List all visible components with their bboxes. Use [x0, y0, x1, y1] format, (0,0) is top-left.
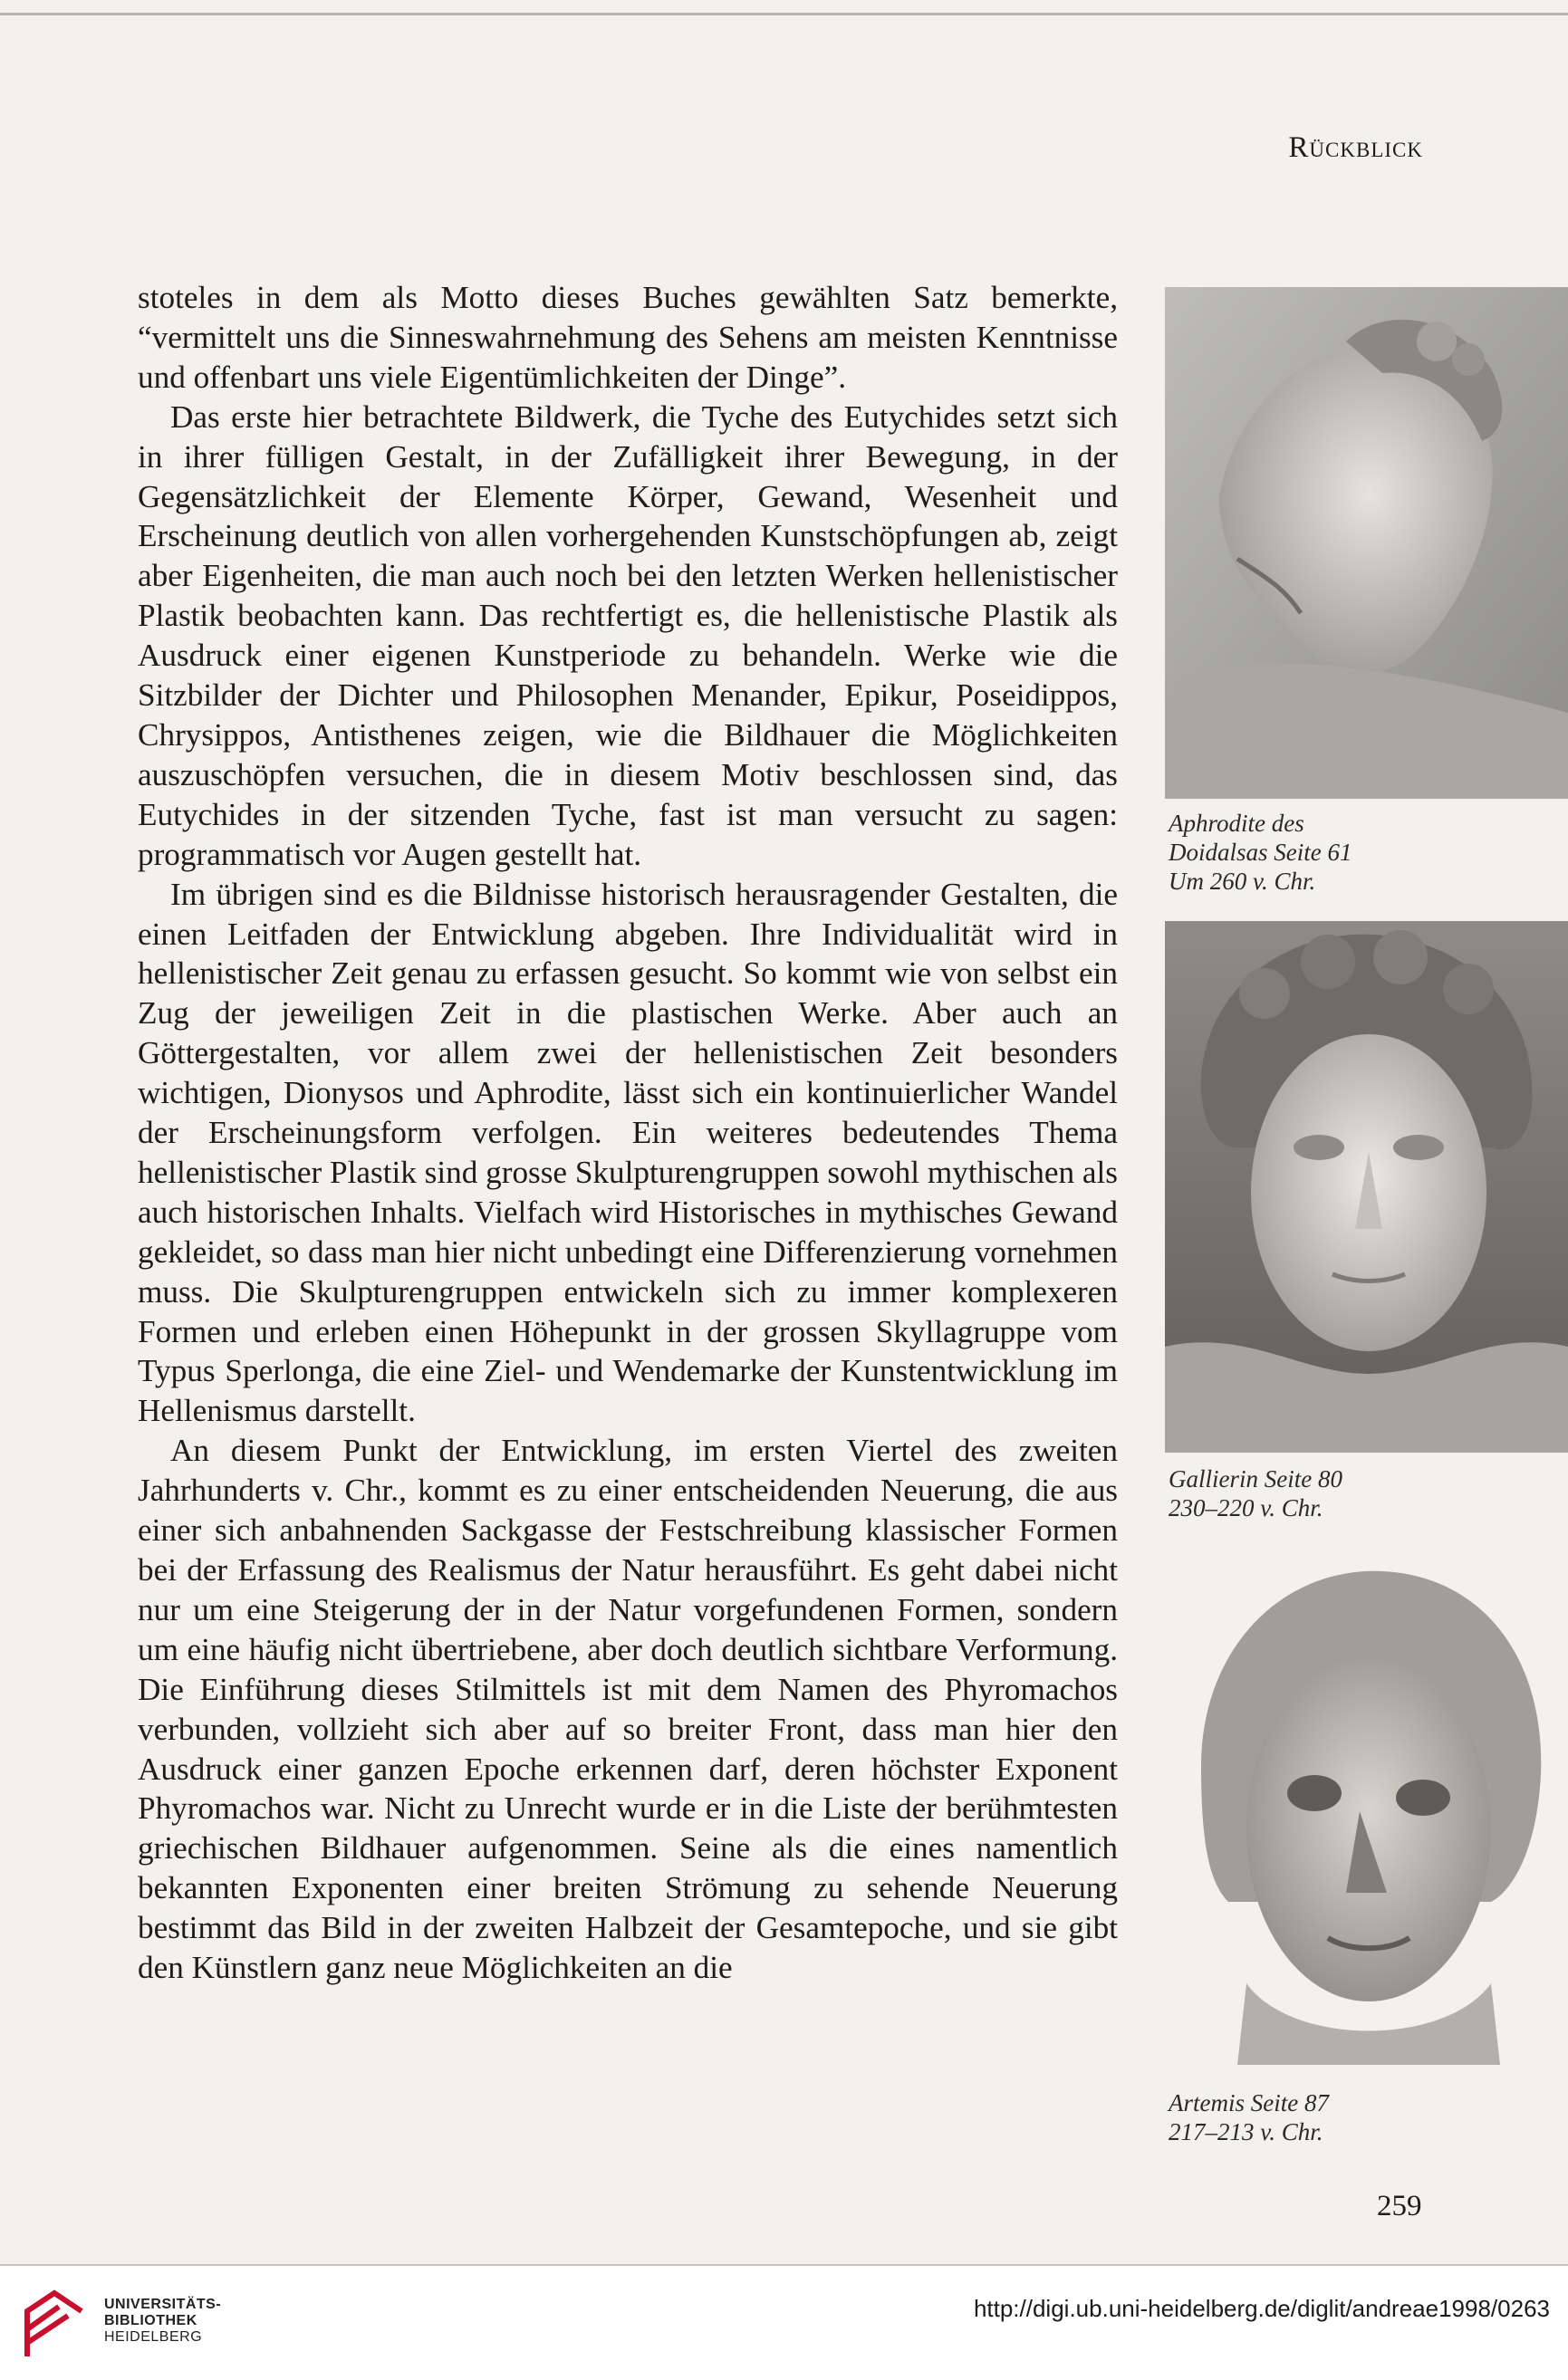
figure-artemis-photo	[1165, 1558, 1568, 2083]
caption-aphrodite	[1169, 809, 1440, 896]
paragraph-3: Im übrigen sind es die Bildnisse historisch herausragender Gestalten, die einen Leitfaden der Entwicklung abgeben. Ihre Individualität wird in hellenistischer Zeit genau zu erfassen gesucht. So kommt wie von selbst ein Zug der jeweiligen Zeit in die plastischen Werke. Aber auch an Göttergestalten, vor allem zwei der hellenistischen Zeit besonders wichtigen, Dionysos und Aphrodite, lässt sich ein kontinuierlicher Wandel der Erscheinungsform verfolgen. Ein weiteres bedeutendes Thema hellenistischer Plastik sind grosse Skulpturengruppen sowohl mythischen als auch historischen Inhalts. Vielfach wird Historisches in mythisches Gewand gekleidet, so dass man hier nicht unbedingt eine Differenzierung vornehmen muss. Die Skulpturengruppen entwickeln sich zu immer komplexeren Formen und erleben einen Höhepunkt in der grossen Skyllagruppe vom Typus Sperlonga, die eine Ziel- und Wendemarke der Kunstentwicklung im Hellenismus darstellt.	[138, 876, 1118, 1429]
library-line: HEIDELBERG	[104, 2329, 203, 2345]
scan-edge-line	[0, 13, 1568, 15]
caption-line: Gallierin Seite 80	[1169, 1465, 1342, 1492]
caption-line: Aphrodite des	[1169, 810, 1304, 837]
paragraph-2: Das erste hier betrachtete Bildwerk, die Tyche des Eutychides setzt sich in ihrer fülligen Gestalt, in der Zufälligkeit ihrer Bewegung, in der Gegensätzlichkeit der Elemente Körper, Gewand, Wesenheit und Erscheinung deutlich von allen vorhergehenden Kunstschöpfungen ab, zeigt aber Eigenheiten, die man auch noch bei den letzten Werken hellenistischer Plastik beobachten kann. Das rechtfertigt es, die hellenistische Plastik als Ausdruck einer eigenen Kunstperiode zu behandeln. Werke wie die Sitzbilder der Dichter und Philosophen Menander, Epikur, Poseidippos, Chrysippos, Antisthenes zeigen, wie die Bildhauer die Möglichkeiten auszuschöpfen versuchen, die in diesem Motiv beschlossen sind, das Eutychides in der sitzenden Tyche, fast ist man versucht zu sagen: programmatisch vor Augen gestellt hat.	[138, 398, 1118, 872]
caption-line: Doidalsas Seite 61	[1169, 839, 1352, 866]
caption-line: 230–220 v. Chr.	[1169, 1494, 1323, 1521]
body-text	[138, 278, 1118, 1988]
page-number: 259	[1377, 2190, 1422, 2222]
library-line: UNIVERSITÄTS-	[104, 2297, 222, 2312]
caption-line: Artemis Seite 87	[1169, 2089, 1329, 2116]
figure-gallierin-photo	[1165, 921, 1568, 1453]
figure-aphrodite-photo	[1165, 287, 1568, 799]
digitization-footer	[0, 2264, 1568, 2380]
paragraph-1: stoteles in dem als Motto dieses Buches gewählten Satz bemerkte, “vermittelt uns die Sinneswahrnehmung des Sehens am meisten Kenntnisse und offenbart uns viele Eigentümlichkeiten der Dinge”.	[138, 280, 1118, 395]
caption-gallierin	[1169, 1464, 1440, 1522]
running-head: Rückblick	[1288, 131, 1423, 164]
caption-line: Um 260 v. Chr.	[1169, 868, 1316, 895]
source-url[interactable]: http://digi.ub.uni-heidelberg.de/diglit/andreae1998/0263	[973, 2295, 1550, 2322]
library-emblem-icon	[18, 2284, 91, 2366]
library-line: BIBLIOTHEK	[104, 2313, 197, 2328]
library-name	[104, 2297, 221, 2346]
caption-line: 217–213 v. Chr.	[1169, 2118, 1323, 2145]
university-library-logo	[18, 2284, 417, 2366]
caption-artemis	[1169, 2088, 1440, 2146]
paragraph-4: An diesem Punkt der Entwicklung, im ersten Viertel des zweiten Jahrhunderts v. Chr., kommt es zu einer entscheidenden Neuerung, die aus einer sich anbahnenden Sackgasse der Festschreibung klassischer Formen bei der Erfassung des Realismus der Natur herausführt. Es geht dabei nicht nur um eine Steigerung der in der Natur vorgefundenen Formen, sondern um eine häufig nicht übertriebene, aber doch deutlich sichtbare Verformung. Die Einführung dieses Stilmittels ist mit dem Namen des Phyromachos verbunden, vollzieht sich aber auf so breiter Front, dass man hier den Ausdruck einer ganzen Epoche erkennen darf, deren höchster Exponent Phyromachos war. Nicht zu Unrecht wurde er in die Liste der berühmtesten griechischen Bildhauer aufgenommen. Seine als die eines namentlich bekannten Exponenten einer breiten Strömung zu sehende Neuerung bestimmt das Bild in der zweiten Halbzeit der Gesamtepoche, und sie gibt den Künstlern ganz neue Möglichkeiten an die	[138, 1433, 1118, 1986]
